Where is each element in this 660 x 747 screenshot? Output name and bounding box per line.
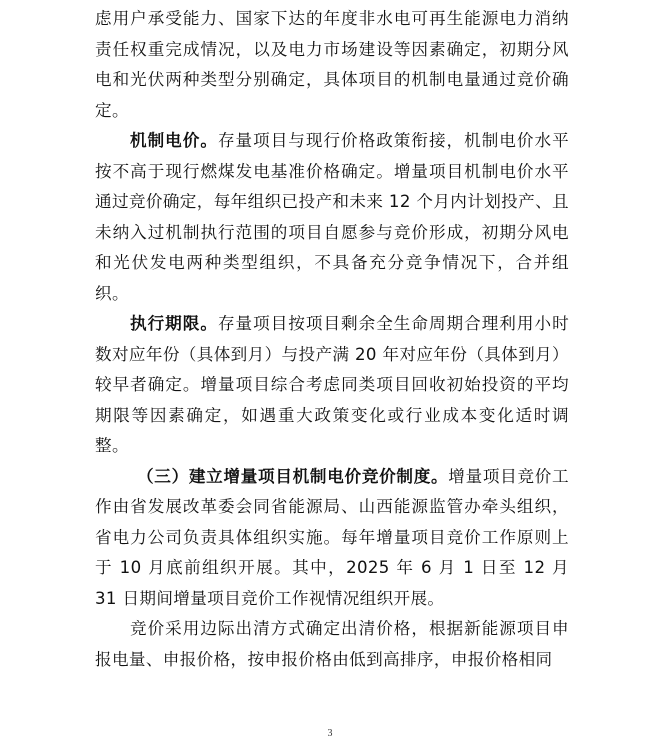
paragraph-text: 虑用户承受能力、国家下达的年度非水电可再生能源电力消纳责任权重完成情况，以及电力市场建设等因素确定，初期分风电和光伏两种类型分别确定，具体项目的机制电量通过竞价确定。 [95, 9, 569, 120]
paragraph-heading: 执行期限。 [130, 314, 218, 333]
paragraph-execution-period [95, 309, 569, 462]
paragraph-text: 存量项目与现行价格政策衔接，机制电价水平按不高于现行燃煤发电基准价格确定。增量项目机制电价水平通过竞价确定，每年组织已投产和未来 12 个月内计划投产、且未纳入过机制执行范围的项目自愿参与竞价形成，初期分风电和光伏发电两种类型组织，不具备充分竞争情况下，合并组织。 [95, 131, 570, 303]
paragraph-mechanism-price [95, 126, 569, 309]
paragraph-section-three [95, 462, 569, 615]
paragraph-heading: 机制电价。 [130, 131, 218, 150]
paragraph-text: 增量项目竞价工作由省发展改革委会同省能源局、山西能源监管办牵头组织，省电力公司负责具体组织实施。每年增量项目竞价工作原则上于 10 月底前组织开展。其中，2025 年 6 月 1 日至 12 月 31 日期间增量项目竞价工作视情况组织开展。 [95, 466, 569, 608]
section-heading: （三）建立增量项目机制电价竞价制度。 [137, 466, 449, 486]
paragraph-text: 存量项目按项目剩余全生命周期合理利用小时数对应年份（具体到月）与投产满 20 年对应年份（具体到月）较早者确定。增量项目综合考虑同类项目回收初始投资的平均期限等因素确定，如遇重大政策变化或行业成本变化适时调整。 [95, 314, 570, 455]
document-body [95, 4, 569, 675]
page-number: 3 [327, 728, 333, 739]
paragraph-text: 竞价采用边际出清方式确定出清价格，根据新能源项目申报电量、申报价格，按申报价格由低到高排序，申报价格相同 [95, 619, 569, 669]
paragraph-bidding-method [95, 614, 569, 675]
paragraph-continuation [95, 4, 569, 126]
